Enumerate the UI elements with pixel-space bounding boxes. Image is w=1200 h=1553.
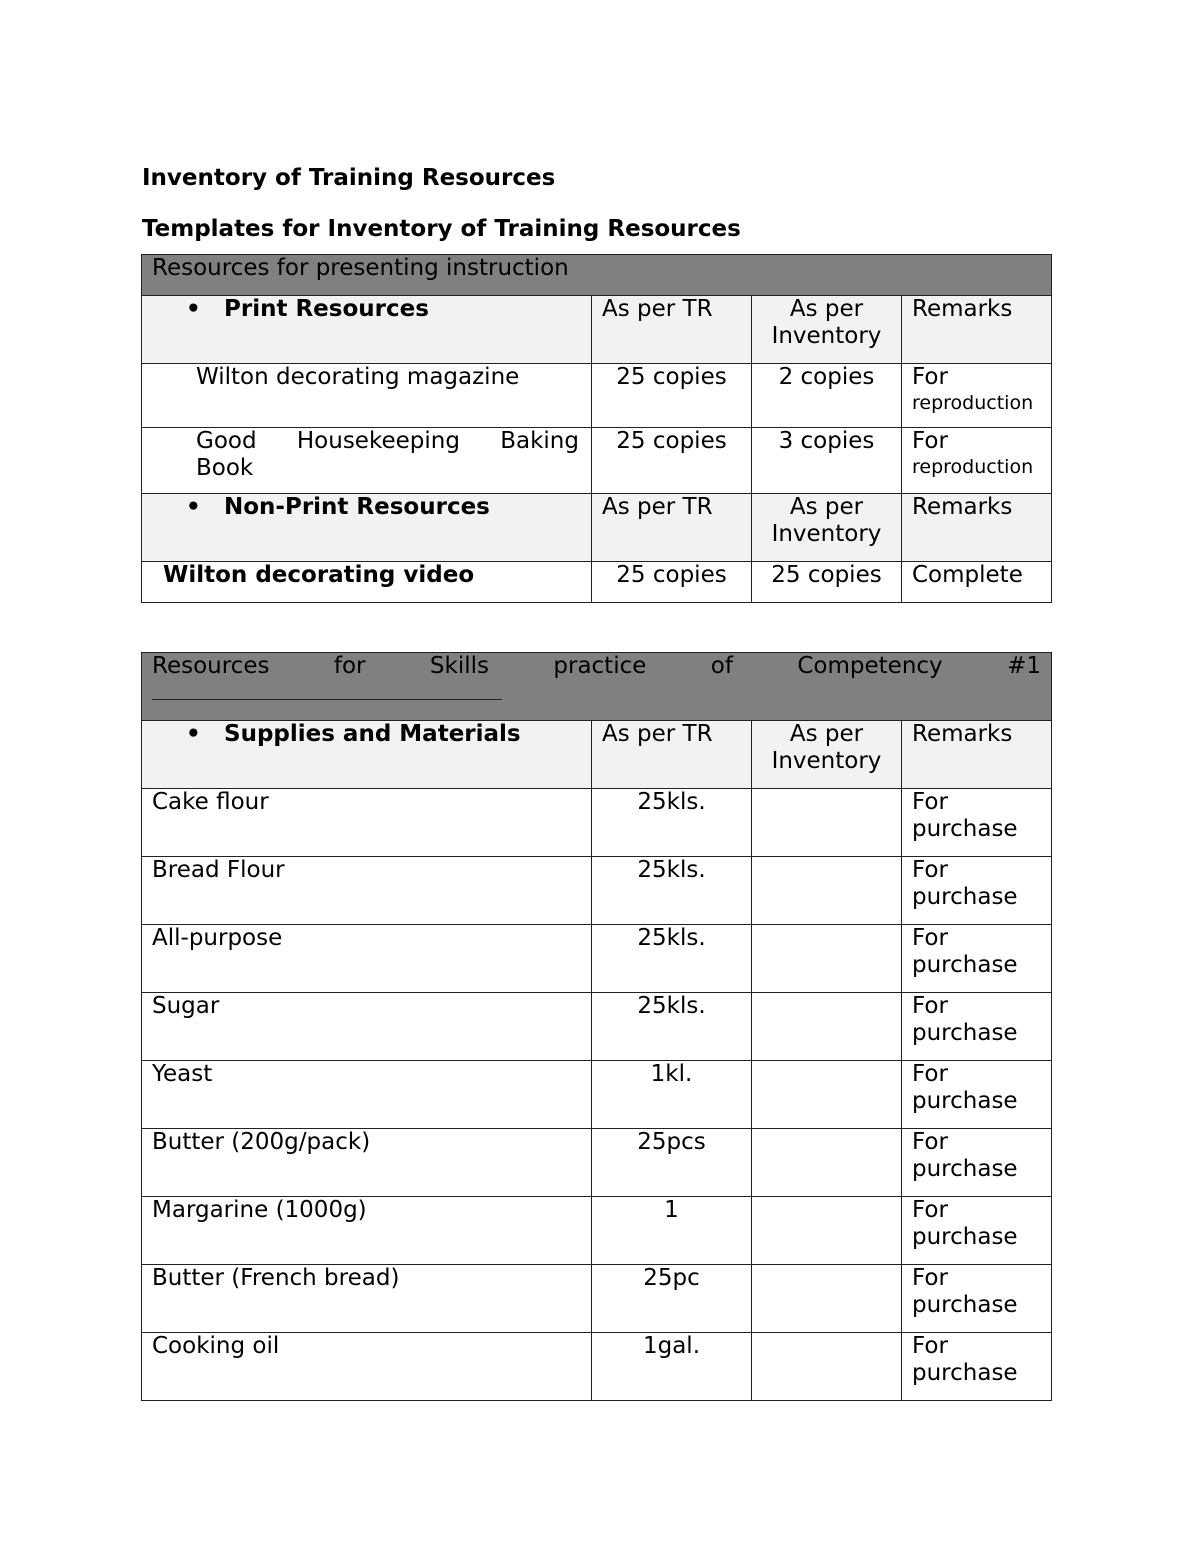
bullet-icon: • — [186, 494, 201, 520]
table-row — [142, 1265, 1052, 1333]
table-row — [142, 1129, 1052, 1197]
item-word: Housekeeping — [296, 428, 460, 454]
inventory-cell: 2 copies — [752, 364, 902, 428]
remarks-line-2: reproduction — [912, 456, 1034, 478]
col-header-as-per-inventory: As per Inventory — [752, 721, 902, 789]
tr-cell: 25kls. — [592, 993, 752, 1061]
table-title-words — [152, 653, 1041, 680]
table-row — [142, 1333, 1052, 1401]
inventory-cell — [752, 1333, 902, 1401]
table-row — [142, 562, 1052, 603]
inventory-cell — [752, 857, 902, 925]
inventory-cell: 3 copies — [752, 428, 902, 494]
col-header-remarks: Remarks — [902, 296, 1052, 364]
item-line-1 — [196, 428, 579, 455]
table-row — [142, 993, 1052, 1061]
tr-cell: 25pc — [592, 1265, 752, 1333]
table-title-row — [142, 255, 1052, 296]
remarks-cell: Complete — [902, 562, 1052, 603]
col-header-as-per-tr: As per TR — [592, 721, 752, 789]
item-cell: Wilton decorating magazine — [142, 364, 592, 428]
presenting-instruction-table — [141, 254, 1052, 603]
tr-cell: 25 copies — [592, 562, 752, 603]
tr-cell: 25 copies — [592, 364, 752, 428]
remarks-line-1: For — [912, 364, 948, 390]
table-row — [142, 857, 1052, 925]
table-row — [142, 789, 1052, 857]
item-cell: All-purpose — [142, 925, 592, 993]
table-title: Resources for presenting instruction — [142, 255, 1052, 296]
blank-underline — [152, 685, 502, 700]
supplies-label-cell — [142, 721, 592, 789]
section-label: Print Resources — [224, 296, 429, 322]
item-cell — [142, 428, 592, 494]
tr-cell: 1gal. — [592, 1333, 752, 1401]
inventory-cell: 25 copies — [752, 562, 902, 603]
remarks-cell: For purchase — [902, 993, 1052, 1061]
remarks-cell: For purchase — [902, 1265, 1052, 1333]
remarks-cell — [902, 428, 1052, 494]
title-word: Resources — [152, 653, 270, 679]
inventory-cell — [752, 1129, 902, 1197]
document-title: Inventory of Training Resources — [142, 165, 556, 191]
bullet-icon: • — [186, 296, 201, 322]
remarks-line-1: For — [912, 428, 948, 454]
bullet-icon: • — [186, 721, 201, 747]
col-header-as-per-tr: As per TR — [592, 296, 752, 364]
nonprint-resources-header-row — [142, 494, 1052, 562]
title-word: practice — [553, 653, 647, 679]
item-cell: Cooking oil — [142, 1333, 592, 1401]
supplies-header-row — [142, 721, 1052, 789]
title-word: Competency — [797, 653, 943, 679]
table-row — [142, 1197, 1052, 1265]
tr-cell: 1 — [592, 1197, 752, 1265]
title-word: #1 — [1007, 653, 1041, 679]
col-header-as-per-tr: As per TR — [592, 494, 752, 562]
inventory-cell — [752, 1197, 902, 1265]
table-row — [142, 1061, 1052, 1129]
item-cell: Cake flour — [142, 789, 592, 857]
table-title-row — [142, 653, 1052, 721]
table-row — [142, 428, 1052, 494]
col-header-as-per-inventory: As per Inventory — [752, 494, 902, 562]
remarks-line-2: reproduction — [912, 392, 1034, 414]
item-cell: Butter (French bread) — [142, 1265, 592, 1333]
table-title — [142, 653, 1052, 721]
tr-cell: 25kls. — [592, 789, 752, 857]
item-cell: Margarine (1000g) — [142, 1197, 592, 1265]
item-cell: Yeast — [142, 1061, 592, 1129]
col-header-remarks: Remarks — [902, 721, 1052, 789]
print-resources-label-cell — [142, 296, 592, 364]
section-label: Supplies and Materials — [224, 721, 521, 747]
table-row — [142, 364, 1052, 428]
item-cell: Sugar — [142, 993, 592, 1061]
item-cell: Bread Flour — [142, 857, 592, 925]
tr-cell: 25kls. — [592, 857, 752, 925]
remarks-cell: For purchase — [902, 1197, 1052, 1265]
remarks-cell: For purchase — [902, 857, 1052, 925]
remarks-cell: For purchase — [902, 1333, 1052, 1401]
table-row — [142, 925, 1052, 993]
item-word: Good — [196, 428, 257, 454]
inventory-cell — [752, 993, 902, 1061]
inventory-cell — [752, 1265, 902, 1333]
item-cell: Wilton decorating video — [142, 562, 592, 603]
inventory-cell — [752, 789, 902, 857]
remarks-cell: For purchase — [902, 1061, 1052, 1129]
print-resources-header-row — [142, 296, 1052, 364]
remarks-cell — [902, 364, 1052, 428]
remarks-cell: For purchase — [902, 925, 1052, 993]
skills-practice-table — [141, 652, 1052, 1401]
supplies-rows — [142, 789, 1052, 1401]
title-word: of — [710, 653, 733, 679]
tr-cell: 1kl. — [592, 1061, 752, 1129]
tr-cell: 25pcs — [592, 1129, 752, 1197]
document-subtitle: Templates for Inventory of Training Resources — [142, 216, 741, 242]
title-word: for — [333, 653, 366, 679]
tr-cell: 25 copies — [592, 428, 752, 494]
col-header-as-per-inventory: As per Inventory — [752, 296, 902, 364]
item-word: Baking — [500, 428, 579, 454]
inventory-cell — [752, 1061, 902, 1129]
remarks-cell: For purchase — [902, 1129, 1052, 1197]
tr-cell: 25kls. — [592, 925, 752, 993]
title-word: Skills — [429, 653, 489, 679]
item-line-2: Book — [196, 455, 254, 481]
nonprint-resources-label-cell — [142, 494, 592, 562]
inventory-cell — [752, 925, 902, 993]
item-cell: Butter (200g/pack) — [142, 1129, 592, 1197]
col-header-remarks: Remarks — [902, 494, 1052, 562]
section-label: Non-Print Resources — [224, 494, 490, 520]
remarks-cell: For purchase — [902, 789, 1052, 857]
